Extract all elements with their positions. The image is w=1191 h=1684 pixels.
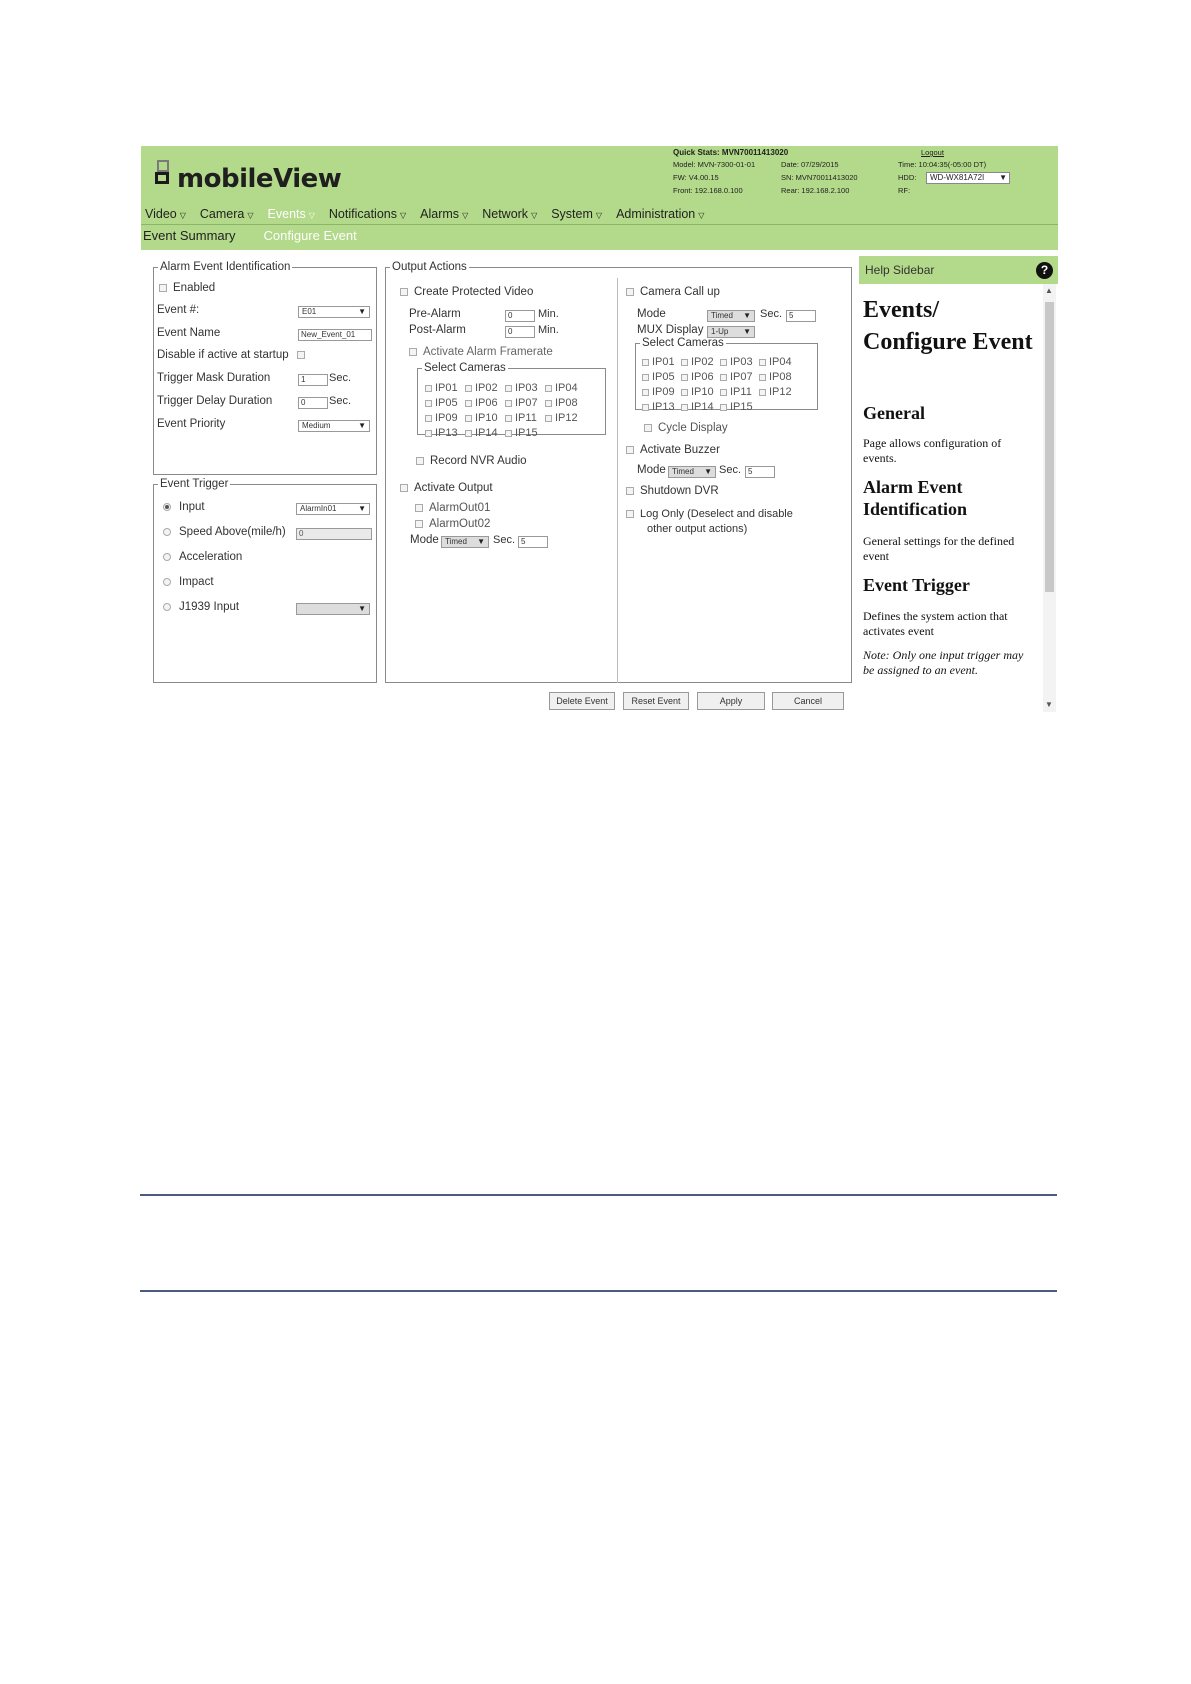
callup-camera-grid — [642, 356, 798, 413]
video-camera-label: IP10 — [475, 412, 498, 424]
qs-fw: FW: V4.00.15 — [673, 173, 719, 182]
callup-camera-item[interactable] — [642, 401, 681, 413]
caret-down-icon: ▽ — [247, 211, 254, 220]
video-camera-checkbox[interactable] — [505, 400, 512, 407]
disable-startup-checkbox[interactable] — [297, 351, 305, 359]
callup-camera-checkbox[interactable] — [681, 404, 688, 411]
help-sidebar-body — [859, 284, 1058, 712]
qs-date: Date: 07/29/2015 — [781, 160, 839, 169]
post-alarm-field[interactable]: 0 — [505, 326, 535, 338]
callup-camera-item[interactable] — [759, 371, 798, 383]
cycle-display-checkbox[interactable] — [644, 424, 652, 432]
video-camera-label: IP13 — [435, 427, 458, 439]
video-camera-item[interactable] — [425, 382, 465, 394]
video-camera-label: IP11 — [515, 412, 537, 424]
video-camera-item[interactable] — [545, 412, 585, 424]
hdd-select[interactable] — [926, 172, 1010, 184]
activate-output-checkbox[interactable] — [400, 484, 408, 492]
callup-camera-checkbox[interactable] — [720, 359, 727, 366]
video-camera-checkbox[interactable] — [465, 415, 472, 422]
trigger-input-row: Input — [163, 501, 205, 513]
help-sidebar-title: Help Sidebar — [865, 263, 935, 277]
callup-camera-label: IP14 — [691, 401, 714, 413]
mobileview-screenshot — [141, 146, 1058, 712]
trigger-j1939-select[interactable] — [296, 603, 370, 615]
trigger-impact-radio[interactable] — [163, 578, 171, 586]
video-camera-label: IP14 — [475, 427, 498, 439]
chevron-down-icon: ▼ — [358, 604, 366, 613]
video-camera-item[interactable] — [425, 412, 465, 424]
video-camera-checkbox[interactable] — [425, 400, 432, 407]
help-general-text: Page allows configuration of events. — [863, 436, 1002, 465]
video-camera-label: IP03 — [515, 382, 538, 394]
callup-camera-checkbox[interactable] — [720, 389, 727, 396]
trigger-impact-row: Impact — [163, 576, 214, 588]
callup-camera-checkbox[interactable] — [681, 389, 688, 396]
divider-line-bottom — [140, 1290, 1057, 1292]
pre-alarm-label: Pre-Alarm — [409, 308, 461, 320]
mux-display-label: MUX Display — [637, 324, 704, 336]
alarm-framerate-row: Activate Alarm Framerate — [409, 346, 553, 358]
logo — [155, 152, 375, 202]
callup-camera-item[interactable] — [759, 356, 798, 368]
logo-icon — [155, 160, 173, 178]
callup-camera-item[interactable] — [642, 386, 681, 398]
callup-camera-item[interactable] — [759, 386, 798, 398]
callup-camera-item[interactable] — [681, 386, 720, 398]
nav-notifications[interactable]: Notifications ▽ — [328, 207, 407, 221]
enabled-row: Enabled — [159, 282, 215, 294]
callup-camera-label: IP04 — [769, 356, 792, 368]
callup-camera-item[interactable] — [681, 371, 720, 383]
video-camera-item[interactable] — [545, 382, 585, 394]
qs-time: Time: 10:04:35(-05:00 DT) — [898, 160, 987, 169]
callup-select-cameras-legend: Select Cameras — [642, 337, 724, 349]
qs-hdd-label: HDD: — [898, 173, 917, 182]
mux-display-select[interactable]: 1-Up ▼ — [707, 326, 755, 338]
callup-camera-checkbox[interactable] — [759, 389, 766, 396]
video-camera-item[interactable] — [545, 397, 585, 409]
video-camera-checkbox[interactable] — [505, 415, 512, 422]
main-nav — [141, 204, 1058, 224]
divider-line-top — [140, 1194, 1057, 1196]
alarm-id-legend: Alarm Event Identification — [160, 261, 291, 273]
chevron-down-icon: ▼ — [358, 504, 366, 513]
video-camera-label: IP06 — [475, 397, 498, 409]
callup-mode-select[interactable]: Timed ▼ — [707, 310, 755, 322]
post-alarm-label: Post-Alarm — [409, 324, 466, 336]
qs-model: Model: MVN-7300-01-01 — [673, 160, 756, 169]
output-actions-legend: Output Actions — [392, 261, 467, 273]
callup-camera-label: IP12 — [769, 386, 792, 398]
caret-down-icon: ▽ — [595, 211, 603, 220]
nav-video[interactable]: Video ▽ — [145, 207, 186, 221]
callup-camera-label: IP03 — [730, 356, 753, 368]
trigger-delay-label: Trigger Delay Duration — [157, 395, 273, 407]
activate-buzzer-row: Activate Buzzer — [626, 444, 720, 456]
callup-camera-label: IP06 — [691, 371, 714, 383]
logout-link[interactable]: Logout — [921, 148, 944, 157]
callup-camera-label: IP15 — [730, 401, 753, 413]
trigger-speed-field[interactable]: 0 — [296, 528, 372, 540]
trigger-delay-field[interactable]: 0 — [298, 397, 328, 409]
scroll-up-icon[interactable]: ▲ — [1045, 286, 1053, 295]
hdd-select-value: WD-WX81A72I — [930, 173, 985, 182]
tab-event-summary[interactable]: Event Summary — [143, 228, 236, 243]
column-divider — [617, 278, 618, 683]
video-camera-checkbox[interactable] — [545, 415, 552, 422]
nav-administration[interactable]: Administration ▽ — [616, 207, 705, 221]
trigger-j1939-row: J1939 Input — [163, 601, 239, 613]
video-camera-checkbox[interactable] — [505, 385, 512, 392]
help-alarm-heading: Alarm Event Identification — [863, 477, 968, 519]
video-camera-item[interactable] — [505, 427, 545, 439]
caret-down-icon: ▽ — [308, 211, 315, 220]
camera-callup-row: Camera Call up — [626, 286, 720, 298]
chevron-down-icon: ▼ — [743, 327, 751, 336]
trigger-mask-field[interactable]: 1 — [298, 374, 328, 386]
callup-camera-item[interactable] — [681, 356, 720, 368]
video-camera-item[interactable] — [465, 397, 505, 409]
disable-startup-row: Disable if active at startup — [157, 349, 311, 361]
alarm-out2-checkbox[interactable] — [415, 520, 423, 528]
trigger-speed-radio[interactable] — [163, 528, 171, 536]
help-trigger-text: Defines the system action that activates event — [863, 609, 1008, 638]
video-camera-label: IP09 — [435, 412, 458, 424]
event-num-select[interactable]: E01 ▼ — [298, 306, 370, 318]
trigger-acceleration-radio[interactable] — [163, 553, 171, 561]
callup-camera-checkbox[interactable] — [720, 374, 727, 381]
chevron-down-icon: ▼ — [477, 537, 485, 546]
record-audio-row: Record NVR Audio — [416, 455, 527, 467]
trigger-speed-row: Speed Above(mile/h) — [163, 526, 286, 538]
callup-camera-checkbox[interactable] — [759, 359, 766, 366]
callup-camera-label: IP01 — [652, 356, 675, 368]
output-sec-field[interactable]: 5 — [518, 536, 548, 548]
video-camera-grid — [425, 382, 585, 439]
callup-camera-label: IP08 — [769, 371, 792, 383]
help-alarm-text: General settings for the defined event — [863, 534, 1015, 563]
video-camera-item[interactable] — [425, 397, 465, 409]
nav-network[interactable]: Network ▽ — [482, 207, 538, 221]
logo-text: mobileView — [177, 164, 342, 194]
video-camera-label: IP01 — [435, 382, 458, 394]
trigger-acceleration-row: Acceleration — [163, 551, 242, 563]
video-camera-label: IP07 — [515, 397, 538, 409]
reset-event-button[interactable]: Reset Event — [623, 692, 689, 710]
pre-alarm-field[interactable]: 0 — [505, 310, 535, 322]
callup-camera-label: IP05 — [652, 371, 675, 383]
sub-nav — [141, 224, 1058, 250]
video-camera-item[interactable] — [465, 427, 505, 439]
log-only-checkbox[interactable] — [626, 510, 634, 518]
callup-camera-label: IP02 — [691, 356, 714, 368]
callup-camera-item[interactable] — [720, 371, 759, 383]
video-camera-label: IP12 — [555, 412, 578, 424]
callup-camera-checkbox[interactable] — [642, 359, 649, 366]
delete-event-button[interactable]: Delete Event — [549, 692, 615, 710]
output-mode-label: Mode — [410, 534, 439, 546]
video-camera-label: IP02 — [475, 382, 498, 394]
camera-callup-checkbox[interactable] — [626, 288, 634, 296]
video-camera-label: IP15 — [515, 427, 538, 439]
callup-camera-label: IP07 — [730, 371, 753, 383]
video-camera-checkbox[interactable] — [465, 385, 472, 392]
scroll-down-icon[interactable]: ▼ — [1045, 700, 1053, 709]
alarm-framerate-checkbox[interactable] — [409, 348, 417, 356]
question-icon[interactable]: ? — [1036, 262, 1053, 279]
video-camera-item[interactable] — [465, 382, 505, 394]
event-name-field[interactable]: New_Event_01 — [298, 329, 372, 341]
callup-camera-item[interactable] — [720, 356, 759, 368]
video-camera-item[interactable] — [425, 427, 465, 439]
callup-camera-checkbox[interactable] — [642, 404, 649, 411]
activate-buzzer-checkbox[interactable] — [626, 446, 634, 454]
post-alarm-unit: Min. — [538, 324, 559, 336]
callup-camera-item[interactable] — [681, 401, 720, 413]
shutdown-dvr-checkbox[interactable] — [626, 487, 634, 495]
chevron-down-icon: ▼ — [358, 307, 366, 316]
callup-sec-label: Sec. — [760, 308, 783, 320]
event-trigger-legend: Event Trigger — [160, 478, 229, 490]
nav-events[interactable]: Events ▽ — [267, 207, 315, 221]
record-audio-checkbox[interactable] — [416, 457, 424, 465]
qs-rear: Rear: 192.168.2.100 — [781, 186, 850, 195]
video-camera-checkbox[interactable] — [425, 415, 432, 422]
trigger-delay-unit: Sec. — [329, 395, 352, 407]
help-trigger-heading: Event Trigger — [863, 575, 970, 595]
help-note: Note: Only one input trigger may be assigned to an event. — [863, 648, 1024, 677]
callup-camera-item[interactable] — [642, 356, 681, 368]
callup-camera-item[interactable] — [642, 371, 681, 383]
callup-camera-item[interactable] — [720, 401, 759, 413]
alarm-out1-row: AlarmOut01 — [415, 502, 490, 514]
caret-down-icon: ▽ — [179, 211, 186, 220]
alarm-out1-checkbox[interactable] — [415, 504, 423, 512]
scrollbar-thumb[interactable] — [1045, 302, 1054, 592]
video-select-cameras-legend: Select Cameras — [424, 362, 506, 374]
callup-camera-label: IP10 — [691, 386, 714, 398]
chevron-down-icon: ▼ — [358, 421, 366, 430]
qs-sn: SN: MVN70011413020 — [781, 173, 858, 182]
apply-button[interactable]: Apply — [697, 692, 765, 710]
video-camera-checkbox[interactable] — [465, 400, 472, 407]
caret-down-icon: ▽ — [531, 211, 538, 220]
tab-configure-event[interactable]: Configure Event — [263, 228, 357, 243]
video-camera-label: IP08 — [555, 397, 578, 409]
chevron-down-icon: ▼ — [743, 311, 751, 320]
pre-alarm-unit: Min. — [538, 308, 559, 320]
log-only-row-2: other output actions) — [647, 523, 748, 535]
trigger-j1939-radio[interactable] — [163, 603, 171, 611]
trigger-mask-unit: Sec. — [329, 372, 352, 384]
callup-camera-checkbox[interactable] — [759, 374, 766, 381]
chevron-down-icon: ▼ — [999, 173, 1007, 182]
callup-camera-label: IP13 — [652, 401, 675, 413]
buzzer-mode-select[interactable]: Timed ▼ — [668, 466, 716, 478]
help-scrollbar[interactable] — [1043, 284, 1056, 712]
chevron-down-icon: ▼ — [704, 467, 712, 476]
video-camera-checkbox[interactable] — [505, 430, 512, 437]
nav-system[interactable]: System ▽ — [551, 207, 603, 221]
create-video-checkbox[interactable] — [400, 288, 408, 296]
buzzer-sec-label: Sec. — [719, 464, 742, 476]
help-sidebar-header — [859, 256, 1058, 284]
video-camera-item[interactable] — [505, 382, 545, 394]
trigger-input-select[interactable]: AlarmIn01 ▼ — [296, 503, 370, 515]
video-camera-label: IP05 — [435, 397, 458, 409]
trigger-input-radio[interactable] — [163, 503, 171, 511]
callup-camera-label: IP09 — [652, 386, 675, 398]
callup-camera-checkbox[interactable] — [642, 374, 649, 381]
header-bar — [141, 146, 1058, 250]
video-camera-checkbox[interactable] — [425, 430, 432, 437]
activate-output-row: Activate Output — [400, 482, 493, 494]
enabled-checkbox[interactable] — [159, 284, 167, 292]
event-priority-select[interactable]: Medium ▼ — [298, 420, 370, 432]
callup-camera-item[interactable] — [720, 386, 759, 398]
event-priority-label: Event Priority — [157, 418, 226, 430]
buzzer-sec-field[interactable]: 5 — [745, 466, 775, 478]
log-only-row: Log Only (Deselect and disable — [626, 508, 793, 520]
cancel-button[interactable]: Cancel — [772, 692, 844, 710]
output-mode-select[interactable]: Timed ▼ — [441, 536, 489, 548]
callup-mode-label: Mode — [637, 308, 666, 320]
callup-sec-field[interactable]: 5 — [786, 310, 816, 322]
buzzer-mode-label: Mode — [637, 464, 666, 476]
quick-stats-title: Quick Stats: MVN70011413020 — [673, 148, 789, 157]
help-page-title: Events/ Configure Event — [863, 297, 1033, 355]
video-camera-checkbox[interactable] — [465, 430, 472, 437]
qs-front: Front: 192.168.0.100 — [673, 186, 743, 195]
video-camera-item[interactable] — [465, 412, 505, 424]
shutdown-dvr-row: Shutdown DVR — [626, 485, 719, 497]
cycle-display-row: Cycle Display — [644, 422, 728, 434]
output-sec-label: Sec. — [493, 534, 516, 546]
callup-camera-label: IP11 — [730, 386, 752, 398]
video-camera-checkbox[interactable] — [425, 385, 432, 392]
video-camera-item[interactable] — [505, 397, 545, 409]
callup-camera-checkbox[interactable] — [681, 374, 688, 381]
callup-camera-checkbox[interactable] — [720, 404, 727, 411]
callup-camera-checkbox[interactable] — [642, 389, 649, 396]
alarm-out2-row: AlarmOut02 — [415, 518, 490, 530]
callup-camera-checkbox[interactable] — [681, 359, 688, 366]
nav-alarms[interactable]: Alarms ▽ — [420, 207, 469, 221]
event-name-label: Event Name — [157, 327, 221, 339]
caret-down-icon: ▽ — [400, 211, 407, 220]
create-video-row: Create Protected Video — [400, 286, 533, 298]
video-camera-checkbox[interactable] — [545, 400, 552, 407]
trigger-mask-label: Trigger Mask Duration — [157, 372, 271, 384]
video-camera-item[interactable] — [505, 412, 545, 424]
help-general-heading: General — [863, 403, 925, 423]
caret-down-icon: ▽ — [462, 211, 469, 220]
video-camera-checkbox[interactable] — [545, 385, 552, 392]
qs-rf: RF: — [898, 186, 911, 195]
event-num-label: Event #: — [157, 304, 200, 316]
video-camera-label: IP04 — [555, 382, 578, 394]
caret-down-icon: ▽ — [698, 211, 705, 220]
nav-camera[interactable]: Camera ▽ — [199, 207, 254, 221]
